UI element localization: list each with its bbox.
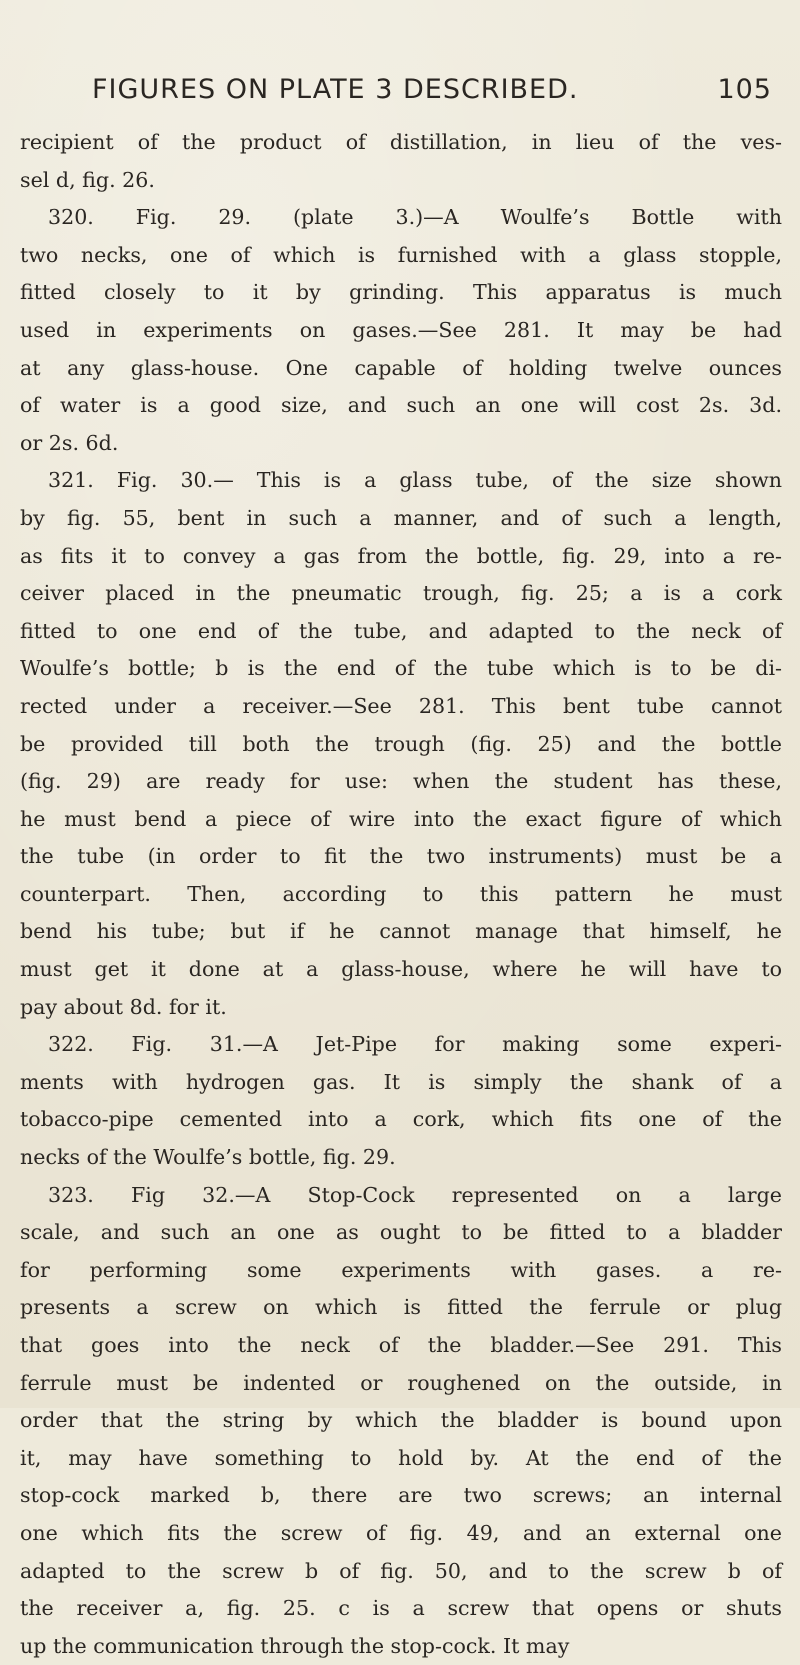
text-line: of water is a good size, and such an one will cost 2s. 3d. <box>20 393 782 418</box>
text-line: adapted to the screw b of fig. 50, and to the screw b of <box>20 1558 782 1583</box>
text-line: counterpart. Then, according to this pattern he must <box>20 881 782 906</box>
text-line: up the communication through the stop-cock. It may <box>20 1633 570 1658</box>
text-line: Woulfe’s bottle; b is the end of the tube which is to be di- <box>20 656 782 681</box>
text-line: necks of the Woulfe’s bottle, fig. 29. <box>20 1145 396 1170</box>
text-line: bend his tube; but if he cannot manage that himself, he <box>20 919 782 944</box>
text-line: order that the string by which the bladder is bound upon <box>20 1408 782 1433</box>
text-line: the tube (in order to fit the two instruments) must be a <box>20 844 782 869</box>
text-line: 322. Fig. 31.—A Jet-Pipe for making some experi- <box>48 1032 782 1057</box>
text-line: the receiver a, fig. 25. c is a screw that opens or shuts <box>20 1596 782 1621</box>
text-line: be provided till both the trough (fig. 25) and the bottle <box>20 731 782 756</box>
text-line: ferrule must be indented or roughened on the outside, in <box>20 1370 782 1395</box>
body-text <box>20 124 782 1665</box>
text-line: by fig. 55, bent in such a manner, and of such a length, <box>20 505 782 530</box>
text-line: pay about 8d. for it. <box>20 994 227 1019</box>
text-line: must get it done at a glass-house, where he will have to <box>20 957 782 982</box>
text-line: 321. Fig. 30.— This is a glass tube, of the size shown <box>48 468 782 493</box>
text-line: one which fits the screw of fig. 49, and an external one <box>20 1520 782 1545</box>
text-line: two necks, one of which is furnished with a glass stopple, <box>20 242 782 267</box>
page-number: 105 <box>717 74 772 105</box>
text-line: presents a screw on which is fitted the ferrule or plug <box>20 1295 782 1320</box>
text-line: ceiver placed in the pneumatic trough, fig. 25; a is a cork <box>20 581 782 606</box>
text-line: tobacco-pipe cemented into a cork, which fits one of the <box>20 1107 782 1132</box>
text-line: recipient of the product of distillation, in lieu of the ves- <box>20 130 782 154</box>
text-line: 320. Fig. 29. (plate 3.)—A Woulfe’s Bottle with <box>48 205 782 230</box>
text-line: fitted closely to it by grinding. This apparatus is much <box>20 280 782 305</box>
text-line: used in experiments on gases.—See 281. It may be had <box>20 317 782 342</box>
text-line: fitted to one end of the tube, and adapted to the neck of <box>20 618 782 643</box>
text-line: as fits it to convey a gas from the bottle, fig. 29, into a re- <box>20 543 782 568</box>
text-line: sel d, fig. 26. <box>20 167 155 192</box>
running-head-title: FIGURES ON PLATE 3 DESCRIBED. <box>92 74 579 105</box>
running-head <box>92 74 772 105</box>
text-line: at any glass-house. One capable of holding twelve ounces <box>20 355 782 380</box>
text-line: he must bend a piece of wire into the exact figure of which <box>20 806 782 831</box>
text-line: it, may have something to hold by. At the end of the <box>20 1445 782 1470</box>
text-line: rected under a receiver.—See 281. This bent tube cannot <box>20 693 782 718</box>
text-line: stop-cock marked b, there are two screws; an internal <box>20 1483 782 1508</box>
text-line: scale, and such an one as ought to be fitted to a bladder <box>20 1220 782 1245</box>
text-line: for performing some experiments with gases. a re- <box>20 1257 782 1282</box>
text-line: ments with hydrogen gas. It is simply the shank of a <box>20 1069 782 1094</box>
text-line: or 2s. 6d. <box>20 430 119 455</box>
text-line: that goes into the neck of the bladder.—See 291. This <box>20 1333 782 1357</box>
text-line: 323. Fig 32.—A Stop-Cock represented on a large <box>48 1182 782 1207</box>
text-line: (fig. 29) are ready for use: when the student has these, <box>20 769 782 794</box>
